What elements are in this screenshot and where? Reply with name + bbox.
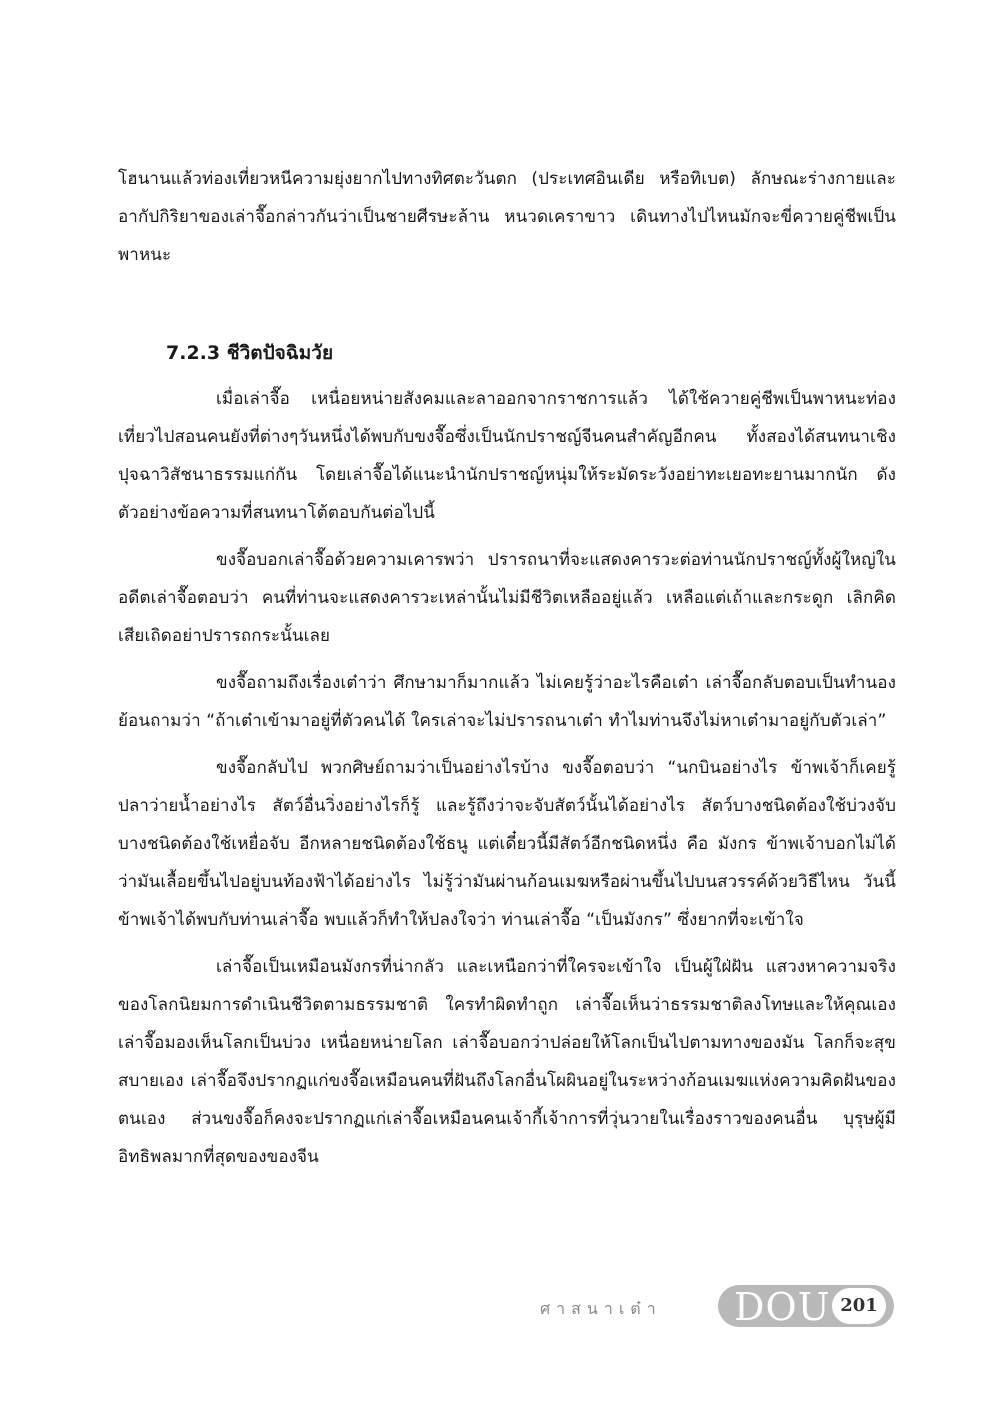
dou-logo-text: DOU (734, 1285, 831, 1329)
running-footer-title: ศาสนาเต๋า (540, 1299, 662, 1318)
dou-logo-badge (718, 1285, 894, 1327)
body-paragraph: เล่าจื๊อเป็นเหมือนมังกรที่น่ากลัว และเหนือกว่าที่ใครจะเข้าใจ เป็นผู้ใฝ่ฝัน แสวงหาความจริงของโลกนิยมการดำเนินชีวิตตามธรรมชาติ ใครทำผิดทำถูก เล่าจื๊อเห็นว่าธรรมชาติลงโทษและให้คุณเอง เล่าจื๊อมองเห็นโลกเป็นบ่วง เหนื่อยหน่ายโลก เล่าจื๊อบอกว่าปล่อยให้โลกเป็นไปตามทางของมัน โลกก็จะสุขสบายเอง เล่าจื๊อจึงปรากฏแก่ขงจื๊อเหมือนคนที่ฝันถึงโลกอื่นโผผินอยู่ในระหว่างก้อนเมฆแห่งความคิดฝันของตนเอง ส่วนขงจื๊อก็คงจะปรากฏแก่เล่าจื๊อเหมือนคนเจ้ากี้เจ้าการที่วุ่นวายในเรื่องราวของคนอื่น บุรุษผู้มีอิทธิพลมากที่สุดของของจีน (118, 957, 896, 1167)
body-paragraph: ขงจื๊อถามถึงเรื่องเต๋าว่า ศึกษามาก็มากแล้ว ไม่เคยรู้ว่าอะไรคือเต๋า เล่าจื๊อกลับตอบเป็นทำนองย้อนถามว่า “ถ้าเต๋าเข้ามาอยู่ที่ตัวคนได้ ใครเล่าจะไม่ปรารถนาเต๋า ทำไมท่านจึงไม่หาเต๋ามาอยู่กับตัวเล่า” (118, 673, 896, 731)
body-paragraph: ขงจื๊อกลับไป พวกศิษย์ถามว่าเป็นอย่างไรบ้าง ขงจื๊อตอบว่า “นกบินอย่างไร ข้าพเจ้าก็เคยรู้ ปลาว่ายน้ำอย่างไร สัตว์อื่นวิ่งอย่างไรก็รู้ และรู้ถึงว่าจะจับสัตว์นั้นได้อย่างไร สัตว์บางชนิดต้องใช้บ่วงจับ บางชนิดต้องใช้เหยื่อจับ อีกหลายชนิดต้องใช้ธนู แต่เดี๋ยวนี้มีสัตว์อีกชนิดหนึ่ง คือ มังกร ข้าพเจ้าบอกไม่ได้ว่ามันเลื้อยขึ้นไปอยู่บนท้องฟ้าได้อย่างไร ไม่รู้ว่ามันผ่านก้อนเมฆหรือผ่านขึ้นไปบนสวรรค์ด้วยวิธีไหน วันนี้ข้าพเจ้าได้พบกับท่านเล่าจื๊อ พบแล้วก็ทำให้ปลงใจว่า ท่านเล่าจื๊อ “เป็นมังกร” ซึ่งยากที่จะเข้าใจ (118, 758, 896, 930)
page-footer (0, 1283, 1000, 1333)
page-body (118, 160, 896, 1176)
body-paragraph: ขงจื๊อบอกเล่าจื๊อด้วยความเคารพว่า ปรารถนาที่จะแสดงคารวะต่อท่านนักปราชญ์ทั้งผู้ใหญ่ในอดีตเล่าจื๊อตอบว่า คนที่ท่านจะแสดงคารวะเหล่านั้นไม่มีชีวิตเหลืออยู่แล้ว เหลือแต่เถ้าและกระดูก เลิกคิดเสียเถิดอย่าปรารถกระนั้นเลย (118, 550, 896, 646)
section-heading: 7.2.3 ชีวิตปัจฉิมวัย (166, 342, 334, 364)
body-paragraph: เมื่อเล่าจื๊อ เหนื่อยหน่ายสังคมและลาออกจากราชการแล้ว ได้ใช้ควายคู่ชีพเป็นพาหนะท่องเที่ยวไปสอนคนยังที่ต่างๆวันหนึ่งได้พบกับขงจื๊อซึ่งเป็นนักปราชญ์จีนคนสำคัญอีกคน ทั้งสองได้สนทนาเชิงปุจฉาวิสัชนาธรรมแก่กัน โดยเล่าจื๊อได้แนะนำนักปราชญ์หนุ่มให้ระมัดระวังอย่าทะเยอทะยานมากนัก ดังตัวอย่างข้อความที่สนทนาโต้ตอบกันต่อไปนี้ (118, 389, 896, 523)
page-number: 201 (832, 1288, 886, 1324)
body-paragraph: โฮนานแล้วท่องเที่ยวหนีความยุ่งยากไปทางทิศตะวันตก (ประเทศอินเดีย หรือทิเบต) ลักษณะร่างกายและอากัปกิริยาของเล่าจื๊อกล่าวกันว่าเป็นชายศีรษะล้าน หนวดเคราขาว เดินทางไปไหนมักจะขี่ควายคู่ชีพเป็นพาหนะ (118, 169, 896, 265)
